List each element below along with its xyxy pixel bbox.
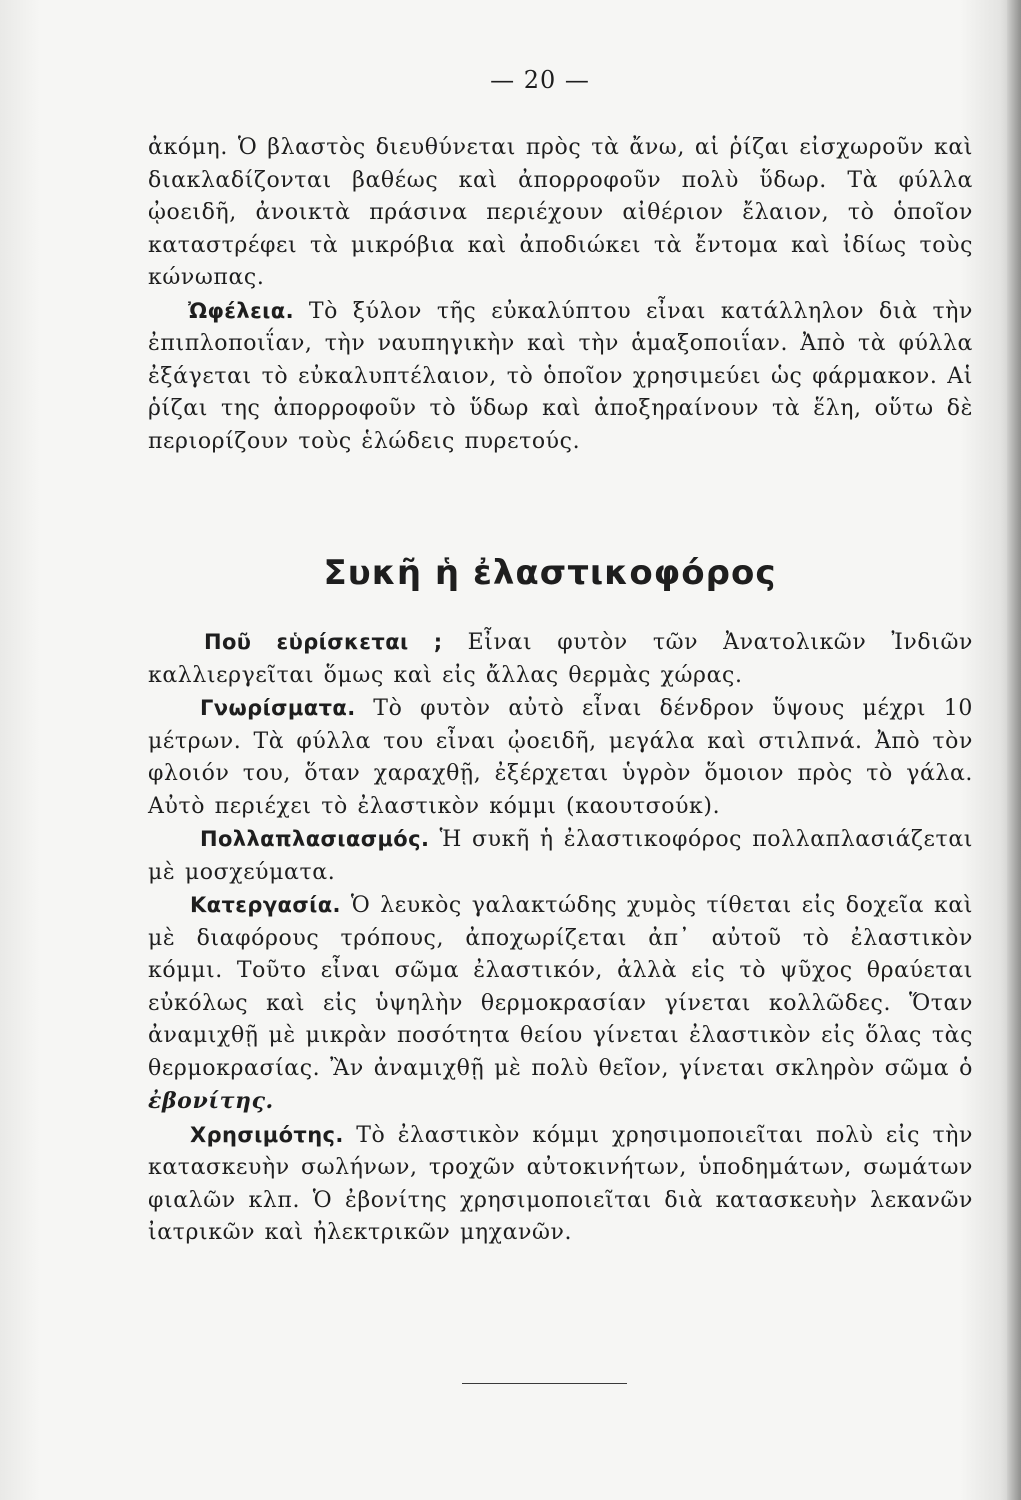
paragraph xyxy=(148,889,973,1119)
page-edge-shadow xyxy=(1007,0,1021,1500)
rubber-fig-section xyxy=(148,626,973,1250)
paragraph-text: Εἶναι φυτὸν τῶν Ἀνατολικῶν Ἰνδιῶν καλλιεργεῖται ὅμως καὶ εἰς ἄλλας θερμὰς χώρας. xyxy=(148,630,973,688)
paragraph xyxy=(148,295,973,459)
term-usefulness: Χρησιμότης. xyxy=(190,1122,344,1147)
paragraph xyxy=(148,626,973,692)
paragraph xyxy=(148,132,973,295)
paragraph xyxy=(148,823,973,889)
paragraph-text: Ὁ λευκὸς γαλακτώδης χυμὸς τίθεται εἰς δοχεῖα καὶ μὲ διαφόρους τρόπους, ἀποχωρίζεται ἀπ᾿ αὐτοῦ τὸ ἐλαστικὸν κόμμι. Τοῦτο εἶναι σῶμα ἐλαστικόν, ἀλλὰ εἰς τὸ ψῦχος θραύεται εὐκόλως καὶ εἰς ὑψηλὴν θερμοκρασίαν γίνεται κολλῶδες. Ὅταν ἀναμιχθῇ μὲ μικρὰν ποσότητα θείου γίνεται ἐλαστικὸν εἰς ὅλας τὰς θερμοκρασίας. Ἂν ἀναμιχθῇ μὲ πολὺ θεῖον, γίνεται σκληρὸν σῶμα ὁ xyxy=(148,893,974,1081)
term-processing: Κατεργασία. xyxy=(190,893,341,917)
paragraph-text: Τὸ ἐλαστικὸν κόμμι χρησιμοποιεῖται πολὺ εἰς τὴν κατασκευὴν σωλήνων, τροχῶν αὐτοκινήτων, ὑποδημάτων, σωμάτων φιαλῶν κλπ. Ὁ ἐβονίτης χρησιμοποιεῖται διὰ κατασκευὴν λεκανῶν ἰατρικῶν καὶ ἠλεκτρικῶν μηχανῶν. xyxy=(148,1122,973,1245)
end-rule xyxy=(462,1383,627,1384)
page-number: — 20 — xyxy=(490,66,590,94)
term-characteristics: Γνωρίσματα. xyxy=(200,696,356,720)
section-heading: Συκῆ ἡ ἐλαστικοφόρος xyxy=(323,553,777,593)
paragraph-text: Τὸ φυτὸν αὐτὸ εἶναι δένδρον ὕψους μέχρι 10 μέτρων. Τὰ φύλλα του εἶναι ᾠοειδῆ, μεγάλα καὶ στιλπνά. Ἀπὸ τὸν φλοιόν του, ὅταν χαραχθῇ, ἐξέρχεται ὑγρὸν ὅμοιον πρὸς τὸ γάλα. Αὐτὸ περιέχει τὸ ἐλαστικὸν κόμμι (καουτσούκ). xyxy=(148,696,973,819)
term-propagation: Πολλαπλασιασμός. xyxy=(200,827,430,851)
eucalyptus-section xyxy=(148,132,973,458)
term-where-found: Ποῦ εὑρίσκεται ; xyxy=(204,630,443,654)
paragraph xyxy=(148,1119,973,1250)
paragraph-text: Ἡ συκῆ ἡ ἐλαστικοφόρος πολλαπλασιάζεται μὲ μοσχεύματα. xyxy=(148,827,973,885)
paragraph xyxy=(148,692,973,823)
term-benefits: Ὠφέλεια. xyxy=(188,298,294,323)
paragraph-text: Τὸ ξύλον τῆς εὐκαλύπτου εἶναι κατάλληλον διὰ τὴν ἐπιπλοποιΐαν, τὴν ναυπηγικὴν καὶ τὴν ἁμαξοποιΐαν. Ἀπὸ τὰ φύλλα ἐξάγεται τὸ εὐκαλυπτέλαιον, τὸ ὁποῖον χρησιμεύει ὡς φάρμακον. Αἱ ῥίζαι της ἀπορροφοῦν τὸ ὕδωρ καὶ ἀποξηραίνουν τὰ ἕλη, οὕτω δὲ περιορίζουν τοὺς ἑλώδεις πυρετούς. xyxy=(148,298,973,454)
italic-term: ἐβονίτης. xyxy=(148,1088,274,1114)
paragraph-text: ἀκόμη. Ὁ βλαστὸς διευθύνεται πρὸς τὰ ἄνω, αἱ ῥίζαι εἰσχωροῦν καὶ διακλαδίζονται βαθέως καὶ ἀπορροφοῦν πολὺ ὕδωρ. Τὰ φύλλα ᾠοειδῆ, ἀνοικτὰ πράσινα περιέχουν αἰθέριον ἔλαιον, τὸ ὁποῖον καταστρέφει τὰ μικρόβια καὶ ἀποδιώκει τὰ ἔντομα καὶ ἰδίως τοὺς κώνωπας. xyxy=(148,135,973,290)
